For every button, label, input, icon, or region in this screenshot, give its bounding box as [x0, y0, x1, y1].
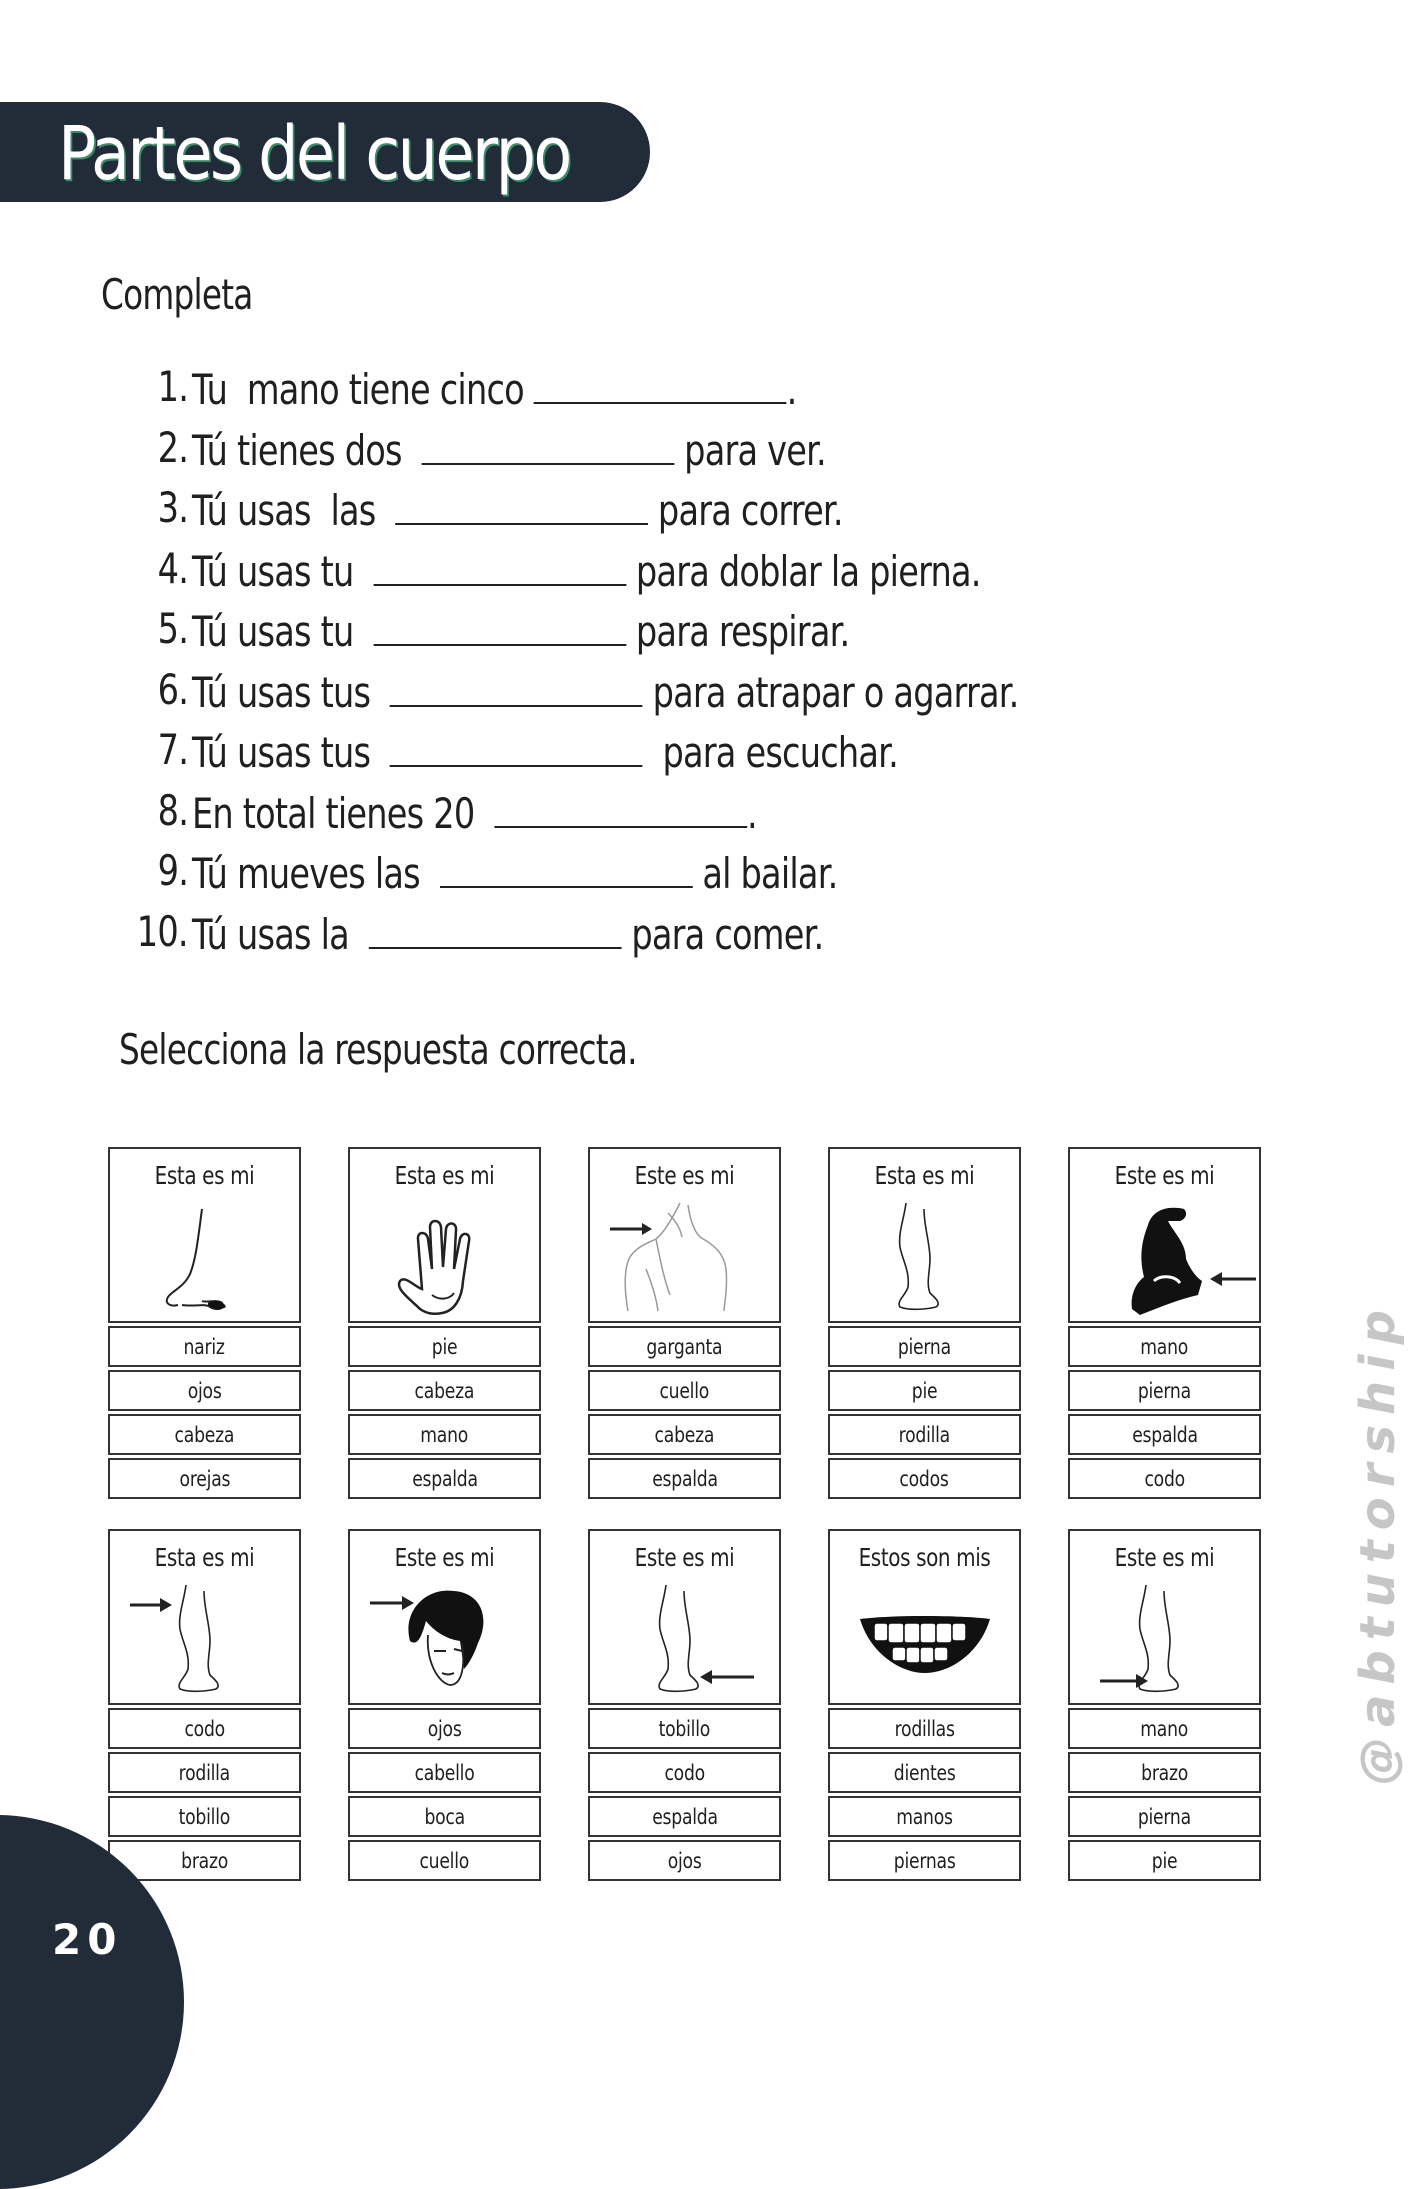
question-card	[348, 1147, 541, 1499]
elbow-arm-icon	[1070, 1199, 1259, 1319]
answer-option-label: cuello	[419, 1848, 470, 1873]
hand-icon	[350, 1199, 539, 1319]
watermark: @abtutorship	[1350, 1299, 1406, 1785]
answer-blank[interactable]	[494, 786, 747, 828]
card-label: Esta es mi	[154, 1161, 255, 1190]
answer-option[interactable]	[348, 1796, 541, 1837]
answer-option-label: espalda	[1131, 1422, 1198, 1447]
question-text	[192, 665, 1019, 717]
answer-option[interactable]	[348, 1458, 541, 1499]
answer-option-label: rodillas	[894, 1716, 955, 1741]
question-text-before: Tú usas tus	[192, 728, 390, 777]
question-text	[192, 907, 823, 959]
answer-option-label: mano	[1140, 1334, 1189, 1359]
question-text	[192, 786, 757, 838]
answer-option[interactable]	[588, 1840, 781, 1881]
answer-option[interactable]	[108, 1796, 301, 1837]
answer-option-label: cabeza	[414, 1378, 475, 1403]
question-row	[0, 423, 1200, 484]
answer-option-label: ojos	[187, 1378, 222, 1403]
card-label: Este es mi	[1114, 1543, 1215, 1572]
answer-option-label: manos	[896, 1804, 953, 1829]
question-row	[0, 725, 1200, 786]
answer-option[interactable]	[108, 1458, 301, 1499]
card-picture-box	[108, 1529, 301, 1705]
question-text-before: Tú usas tu	[192, 546, 374, 596]
leg-icon	[830, 1199, 1019, 1319]
page-title: Partes del cuerpo	[58, 111, 570, 197]
answer-option-label: piernas	[893, 1848, 956, 1873]
answer-blank[interactable]	[534, 362, 787, 404]
question-card	[108, 1529, 301, 1881]
question-number: 9.	[157, 846, 188, 895]
answer-option-label: orejas	[179, 1466, 230, 1491]
question-text-after: para ver.	[674, 425, 826, 475]
answer-option[interactable]	[828, 1326, 1021, 1367]
answer-option-label: espalda	[411, 1466, 478, 1491]
question-text-before: En total tienes 20	[192, 788, 495, 838]
answer-option-label: espalda	[651, 1804, 718, 1829]
answer-blank[interactable]	[440, 846, 693, 888]
card-label: Este es mi	[634, 1543, 735, 1572]
answer-option-label: dientes	[893, 1760, 956, 1785]
answer-blank[interactable]	[395, 483, 648, 525]
question-text-before: Tú usas tus	[192, 667, 390, 717]
answer-option-label: cabello	[414, 1760, 475, 1785]
question-text-after: .	[786, 365, 797, 414]
answer-option[interactable]	[1068, 1708, 1261, 1749]
question-text-after: al bailar.	[692, 849, 838, 898]
answer-option[interactable]	[588, 1458, 781, 1499]
hair-face-icon	[350, 1581, 539, 1701]
question-card	[828, 1147, 1021, 1499]
answer-option[interactable]	[108, 1708, 301, 1749]
card-label: Este es mi	[394, 1543, 495, 1572]
question-text-before: Tú usas las	[192, 486, 396, 535]
answer-option[interactable]	[588, 1708, 781, 1749]
answer-option[interactable]	[348, 1326, 541, 1367]
question-row	[0, 665, 1200, 726]
card-label: Esta es mi	[874, 1161, 975, 1190]
question-row	[0, 362, 1200, 423]
answer-option[interactable]	[1068, 1414, 1261, 1455]
question-text-after: para respirar.	[626, 607, 850, 656]
nose-icon	[110, 1199, 299, 1319]
answer-option-label: mano	[420, 1422, 469, 1447]
question-row	[0, 907, 1200, 968]
answer-blank[interactable]	[373, 604, 626, 646]
foot-icon	[1070, 1581, 1259, 1701]
answer-option[interactable]	[1068, 1840, 1261, 1881]
answer-option-label: garganta	[646, 1334, 723, 1359]
answer-option-label: pie	[431, 1334, 458, 1359]
answer-option-label: brazo	[181, 1848, 228, 1873]
question-text-before: Tú usas la	[192, 909, 369, 959]
question-number: 5.	[157, 604, 188, 653]
answer-option[interactable]	[108, 1840, 301, 1881]
question-card	[108, 1147, 301, 1499]
question-text-after: para correr.	[648, 486, 843, 535]
answer-option[interactable]	[348, 1708, 541, 1749]
answer-option-label: cabeza	[654, 1422, 715, 1447]
question-number: 2.	[157, 422, 188, 472]
question-number: 10.	[136, 906, 188, 956]
question-row	[0, 786, 1200, 847]
answer-blank[interactable]	[421, 423, 674, 465]
section-heading-selecciona: Selecciona la respuesta correcta.	[119, 1025, 637, 1074]
question-number: 7.	[157, 725, 188, 774]
answer-option-label: pie	[911, 1378, 938, 1403]
question-row	[0, 604, 1200, 665]
answer-option-label: boca	[424, 1804, 465, 1829]
answer-option[interactable]	[828, 1370, 1021, 1411]
answer-option[interactable]	[348, 1370, 541, 1411]
answer-option[interactable]	[588, 1796, 781, 1837]
answer-option[interactable]	[828, 1796, 1021, 1837]
answer-option[interactable]	[108, 1326, 301, 1367]
answer-blank[interactable]	[390, 725, 643, 767]
answer-option-label: cuello	[659, 1378, 710, 1403]
question-text-before: Tú usas tu	[192, 607, 374, 656]
neck-icon	[590, 1199, 779, 1319]
question-text-after: para atrapar o agarrar.	[642, 667, 1019, 717]
question-text-after: para comer.	[621, 909, 824, 959]
answer-option-label: pierna	[897, 1334, 952, 1359]
question-card	[1068, 1529, 1261, 1881]
card-label: Esta es mi	[394, 1161, 495, 1190]
answer-option[interactable]	[1068, 1326, 1261, 1367]
answer-blank[interactable]	[369, 907, 622, 949]
question-row	[0, 846, 1200, 907]
answer-blank[interactable]	[390, 665, 643, 707]
card-picture-box	[108, 1147, 301, 1323]
question-number: 8.	[157, 785, 188, 835]
card-label: Este es mi	[634, 1161, 735, 1190]
answer-blank[interactable]	[373, 544, 626, 586]
answer-option[interactable]	[828, 1458, 1021, 1499]
question-text-before: Tu mano tiene cinco	[192, 365, 534, 414]
answer-option[interactable]	[1068, 1752, 1261, 1793]
ankle-icon	[590, 1581, 779, 1701]
card-picture-box	[1068, 1147, 1261, 1323]
answer-option-label: ojos	[427, 1716, 462, 1741]
question-text-after: .	[746, 788, 757, 838]
answer-option-label: codo	[184, 1716, 225, 1741]
question-card	[588, 1147, 781, 1499]
card-label: Este es mi	[1114, 1161, 1215, 1190]
question-text	[192, 725, 898, 777]
question-row	[0, 483, 1200, 544]
question-text	[192, 362, 796, 414]
card-picture-box	[588, 1147, 781, 1323]
answer-option-label: ojos	[667, 1848, 702, 1873]
card-picture-box	[828, 1147, 1021, 1323]
answer-option-label: codo	[1144, 1466, 1185, 1491]
answer-option-label: pierna	[1137, 1378, 1192, 1403]
question-card	[828, 1529, 1021, 1881]
answer-option[interactable]	[828, 1840, 1021, 1881]
answer-option[interactable]	[588, 1326, 781, 1367]
question-text	[192, 846, 838, 898]
question-row	[0, 544, 1200, 605]
fill-in-questions	[0, 362, 1200, 967]
question-text	[192, 423, 826, 475]
answer-option[interactable]	[828, 1414, 1021, 1455]
answer-option-label: tobillo	[658, 1716, 711, 1741]
question-card	[1068, 1147, 1261, 1499]
card-label: Esta es mi	[154, 1543, 255, 1572]
answer-option[interactable]	[1068, 1458, 1261, 1499]
answer-option-label: espalda	[651, 1466, 718, 1491]
answer-option-label: rodilla	[178, 1760, 231, 1785]
question-text-after: para doblar la pierna.	[626, 546, 981, 596]
answer-option-label: mano	[1140, 1716, 1189, 1741]
question-text-after: para escuchar.	[642, 728, 898, 777]
answer-option[interactable]	[588, 1370, 781, 1411]
teeth-icon	[830, 1581, 1019, 1701]
answer-option[interactable]	[108, 1752, 301, 1793]
answer-option[interactable]	[348, 1840, 541, 1881]
answer-option-label: pie	[1151, 1848, 1178, 1873]
answer-option[interactable]	[1068, 1370, 1261, 1411]
question-card	[588, 1529, 781, 1881]
card-picture-box	[1068, 1529, 1261, 1705]
card-picture-box	[588, 1529, 781, 1705]
answer-option-label: codo	[664, 1760, 705, 1785]
answer-option[interactable]	[588, 1752, 781, 1793]
page-number: 20	[52, 1915, 123, 1964]
question-text-before: Tú tienes dos	[192, 425, 422, 475]
answer-option-label: nariz	[183, 1334, 226, 1359]
knee-icon	[110, 1581, 299, 1701]
answer-option[interactable]	[828, 1708, 1021, 1749]
question-text	[192, 483, 843, 535]
question-card	[348, 1529, 541, 1881]
answer-option-label: brazo	[1141, 1760, 1188, 1785]
question-number: 3.	[157, 483, 188, 532]
answer-option-label: cabeza	[174, 1422, 235, 1447]
question-text	[192, 604, 849, 656]
card-picture-box	[348, 1529, 541, 1705]
answer-option[interactable]	[108, 1370, 301, 1411]
question-number: 1.	[157, 362, 188, 411]
answer-option-label: pierna	[1137, 1804, 1192, 1829]
answer-option-label: tobillo	[178, 1804, 231, 1829]
answer-option[interactable]	[348, 1414, 541, 1455]
answer-option[interactable]	[588, 1414, 781, 1455]
answer-option-label: codos	[899, 1466, 950, 1491]
card-label: Estos son mis	[858, 1543, 991, 1572]
question-text-before: Tú mueves las	[192, 849, 440, 898]
question-number: 4.	[157, 543, 188, 593]
question-number: 6.	[157, 664, 188, 714]
card-picture-box	[828, 1529, 1021, 1705]
answer-option[interactable]	[1068, 1796, 1261, 1837]
section-heading-completa: Completa	[101, 270, 253, 319]
answer-option[interactable]	[108, 1414, 301, 1455]
card-picture-box	[348, 1147, 541, 1323]
answer-option[interactable]	[348, 1752, 541, 1793]
answer-option-label: rodilla	[898, 1422, 951, 1447]
answer-option[interactable]	[828, 1752, 1021, 1793]
question-text	[192, 544, 981, 596]
